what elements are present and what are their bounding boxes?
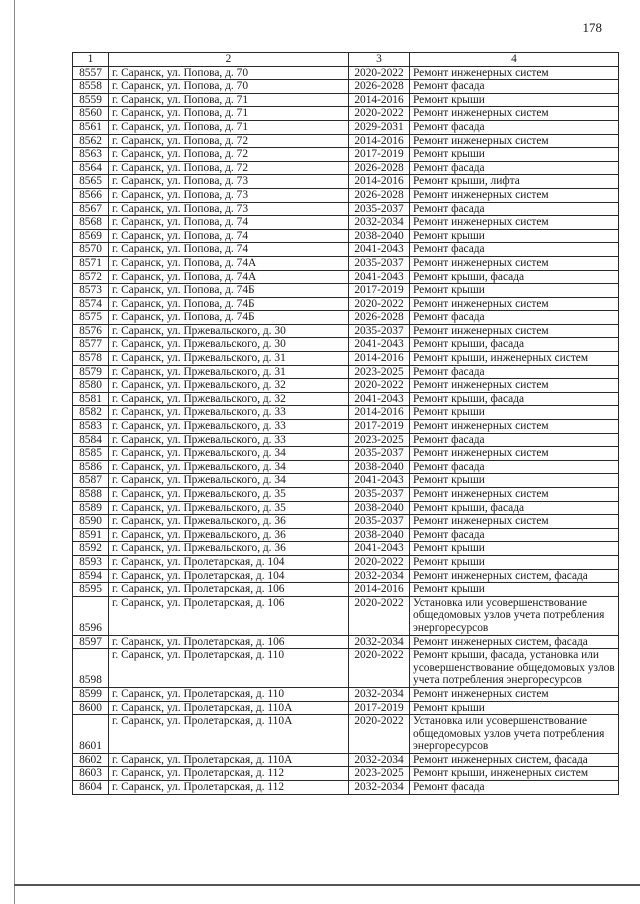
work-type-cell: Ремонт инженерных систем [410, 188, 619, 202]
table-row [73, 120, 619, 134]
period-cell: 2023-2025 [349, 767, 410, 781]
table-row [73, 515, 619, 529]
work-type-cell: Установка или усовершенствование общедомовых узлов учета потребления энергоресурсов [410, 596, 619, 635]
row-number-cell: 8565 [73, 175, 109, 189]
address-cell: г. Саранск, ул. Попова, д. 74А [109, 256, 349, 270]
row-number-cell: 8570 [73, 243, 109, 257]
table-row [73, 284, 619, 298]
table-row [73, 243, 619, 257]
work-type-cell: Ремонт фасада [410, 80, 619, 94]
address-cell: г. Саранск, ул. Пролетарская, д. 106 [109, 635, 349, 649]
table-row [73, 635, 619, 649]
column-header: 2 [109, 53, 349, 67]
row-number-cell: 8602 [73, 753, 109, 767]
row-number-cell: 8557 [73, 66, 109, 80]
table-row [73, 447, 619, 461]
table-row [73, 596, 619, 635]
page-number: 178 [582, 20, 602, 35]
row-number-cell: 8600 [73, 701, 109, 715]
row-number-cell: 8597 [73, 635, 109, 649]
work-type-cell: Ремонт крыши, лифта [410, 175, 619, 189]
address-cell: г. Саранск, ул. Пролетарская, д. 110 [109, 687, 349, 701]
table-row [73, 311, 619, 325]
address-cell: г. Саранск, ул. Попова, д. 73 [109, 175, 349, 189]
period-cell: 2017-2019 [349, 284, 410, 298]
address-cell: г. Саранск, ул. Попова, д. 74Б [109, 297, 349, 311]
address-cell: г. Саранск, ул. Пржевальского, д. 34 [109, 474, 349, 488]
work-type-cell: Ремонт крыши [410, 93, 619, 107]
address-cell: г. Саранск, ул. Попова, д. 74Б [109, 311, 349, 325]
address-cell: г. Саранск, ул. Пржевальского, д. 33 [109, 406, 349, 420]
table-row [73, 229, 619, 243]
row-number-cell: 8574 [73, 297, 109, 311]
table-row [73, 406, 619, 420]
address-cell: г. Саранск, ул. Попова, д. 71 [109, 93, 349, 107]
address-cell: г. Саранск, ул. Пржевальского, д. 34 [109, 447, 349, 461]
period-cell: 2020-2022 [349, 555, 410, 569]
address-cell: г. Саранск, ул. Пржевальского, д. 31 [109, 352, 349, 366]
work-type-cell: Ремонт фасада [410, 460, 619, 474]
period-cell: 2020-2022 [349, 379, 410, 393]
period-cell: 2026-2028 [349, 80, 410, 94]
row-number-cell: 8567 [73, 202, 109, 216]
table-row [73, 420, 619, 434]
table-row [73, 392, 619, 406]
period-cell: 2026-2028 [349, 161, 410, 175]
address-cell: г. Саранск, ул. Попова, д. 70 [109, 80, 349, 94]
work-type-cell: Ремонт крыши [410, 583, 619, 597]
row-number-cell: 8582 [73, 406, 109, 420]
row-number-cell: 8575 [73, 311, 109, 325]
row-number-cell: 8568 [73, 216, 109, 230]
address-cell: г. Саранск, ул. Пржевальского, д. 34 [109, 460, 349, 474]
work-type-cell: Ремонт крыши, фасада, установка или усовершенствование общедомовых узлов учета потребления энергоресурсов [410, 649, 619, 688]
table-row [73, 297, 619, 311]
work-type-cell: Ремонт инженерных систем [410, 216, 619, 230]
column-header: 1 [73, 53, 109, 67]
address-cell: г. Саранск, ул. Пролетарская, д. 110А [109, 701, 349, 715]
work-type-cell: Ремонт крыши, фасада [410, 392, 619, 406]
work-type-cell: Ремонт фасада [410, 161, 619, 175]
table-row [73, 216, 619, 230]
table-row [73, 93, 619, 107]
table-row [73, 80, 619, 94]
period-cell: 2020-2022 [349, 715, 410, 754]
column-header: 4 [410, 53, 619, 67]
row-number-cell: 8592 [73, 542, 109, 556]
table-row [73, 528, 619, 542]
table-row [73, 555, 619, 569]
work-type-cell: Ремонт крыши [410, 229, 619, 243]
row-number-cell: 8561 [73, 120, 109, 134]
work-type-cell: Ремонт инженерных систем [410, 297, 619, 311]
row-number-cell: 8577 [73, 338, 109, 352]
row-number-cell: 8580 [73, 379, 109, 393]
address-cell: г. Саранск, ул. Попова, д. 71 [109, 120, 349, 134]
table-row [73, 715, 619, 754]
period-cell: 2032-2034 [349, 635, 410, 649]
row-number-cell: 8564 [73, 161, 109, 175]
row-number-cell: 8578 [73, 352, 109, 366]
scan-bottom-edge [14, 884, 640, 886]
address-cell: г. Саранск, ул. Пржевальского, д. 36 [109, 542, 349, 556]
row-number-cell: 8563 [73, 148, 109, 162]
work-type-cell: Ремонт крыши, фасада [410, 270, 619, 284]
table-row [73, 488, 619, 502]
row-number-cell: 8572 [73, 270, 109, 284]
period-cell: 2041-2043 [349, 542, 410, 556]
period-cell: 2035-2037 [349, 256, 410, 270]
table-row [73, 701, 619, 715]
table-row [73, 501, 619, 515]
table-row [73, 365, 619, 379]
row-number-cell: 8573 [73, 284, 109, 298]
work-type-cell: Ремонт инженерных систем [410, 420, 619, 434]
period-cell: 2038-2040 [349, 229, 410, 243]
work-type-cell: Ремонт инженерных систем [410, 379, 619, 393]
address-cell: г. Саранск, ул. Пролетарская, д. 112 [109, 781, 349, 795]
work-type-cell: Ремонт крыши, инженерных систем [410, 352, 619, 366]
work-type-cell: Ремонт инженерных систем [410, 66, 619, 80]
table-row [73, 781, 619, 795]
period-cell: 2035-2037 [349, 515, 410, 529]
work-type-cell: Ремонт фасада [410, 433, 619, 447]
table-row [73, 148, 619, 162]
table-row [73, 338, 619, 352]
address-cell: г. Саранск, ул. Пролетарская, д. 104 [109, 569, 349, 583]
address-cell: г. Саранск, ул. Пролетарская, д. 110А [109, 715, 349, 754]
address-cell: г. Саранск, ул. Пржевальского, д. 32 [109, 379, 349, 393]
table-row [73, 474, 619, 488]
address-cell: г. Саранск, ул. Попова, д. 73 [109, 188, 349, 202]
row-number-cell: 8562 [73, 134, 109, 148]
period-cell: 2014-2016 [349, 93, 410, 107]
table-row [73, 569, 619, 583]
row-number-cell: 8601 [73, 715, 109, 754]
work-type-cell: Ремонт инженерных систем, фасада [410, 635, 619, 649]
period-cell: 2020-2022 [349, 596, 410, 635]
address-cell: г. Саранск, ул. Попова, д. 74 [109, 229, 349, 243]
address-cell: г. Саранск, ул. Пржевальского, д. 30 [109, 338, 349, 352]
period-cell: 2038-2040 [349, 528, 410, 542]
period-cell: 2032-2034 [349, 216, 410, 230]
period-cell: 2017-2019 [349, 148, 410, 162]
period-cell: 2026-2028 [349, 311, 410, 325]
row-number-cell: 8588 [73, 488, 109, 502]
table-row [73, 107, 619, 121]
row-number-cell: 8583 [73, 420, 109, 434]
work-type-cell: Ремонт инженерных систем, фасада [410, 569, 619, 583]
period-cell: 2020-2022 [349, 107, 410, 121]
table-row [73, 433, 619, 447]
work-type-cell: Ремонт крыши [410, 542, 619, 556]
row-number-cell: 8569 [73, 229, 109, 243]
period-cell: 2041-2043 [349, 243, 410, 257]
table-row [73, 202, 619, 216]
work-type-cell: Ремонт фасада [410, 202, 619, 216]
period-cell: 2038-2040 [349, 501, 410, 515]
scan-left-edge [14, 0, 15, 904]
table-row [73, 767, 619, 781]
row-number-cell: 8587 [73, 474, 109, 488]
work-type-cell: Ремонт крыши, фасада [410, 338, 619, 352]
address-cell: г. Саранск, ул. Пржевальского, д. 36 [109, 515, 349, 529]
row-number-cell: 8579 [73, 365, 109, 379]
address-cell: г. Саранск, ул. Попова, д. 74А [109, 270, 349, 284]
address-cell: г. Саранск, ул. Пролетарская, д. 104 [109, 555, 349, 569]
work-type-cell: Ремонт инженерных систем [410, 107, 619, 121]
address-cell: г. Саранск, ул. Пролетарская, д. 110А [109, 753, 349, 767]
row-number-cell: 8604 [73, 781, 109, 795]
address-cell: г. Саранск, ул. Пржевальского, д. 35 [109, 488, 349, 502]
row-number-cell: 8590 [73, 515, 109, 529]
table-row [73, 352, 619, 366]
work-type-cell: Ремонт крыши [410, 148, 619, 162]
address-cell: г. Саранск, ул. Пролетарская, д. 112 [109, 767, 349, 781]
period-cell: 2014-2016 [349, 352, 410, 366]
row-number-cell: 8581 [73, 392, 109, 406]
table-row [73, 460, 619, 474]
table-row [73, 161, 619, 175]
row-number-cell: 8566 [73, 188, 109, 202]
row-number-cell: 8585 [73, 447, 109, 461]
row-number-cell: 8596 [73, 596, 109, 635]
address-cell: г. Саранск, ул. Попова, д. 72 [109, 134, 349, 148]
period-cell: 2038-2040 [349, 460, 410, 474]
address-cell: г. Саранск, ул. Попова, д. 74Б [109, 284, 349, 298]
address-cell: г. Саранск, ул. Пролетарская, д. 110 [109, 649, 349, 688]
period-cell: 2041-2043 [349, 474, 410, 488]
table-row [73, 583, 619, 597]
column-header: 3 [349, 53, 410, 67]
table-row [73, 270, 619, 284]
period-cell: 2014-2016 [349, 406, 410, 420]
period-cell: 2026-2028 [349, 188, 410, 202]
address-cell: г. Саранск, ул. Пржевальского, д. 30 [109, 324, 349, 338]
address-cell: г. Саранск, ул. Пржевальского, д. 31 [109, 365, 349, 379]
row-number-cell: 8595 [73, 583, 109, 597]
work-type-cell: Ремонт крыши [410, 474, 619, 488]
work-type-cell: Ремонт инженерных систем [410, 687, 619, 701]
period-cell: 2032-2034 [349, 569, 410, 583]
table-row [73, 542, 619, 556]
period-cell: 2041-2043 [349, 270, 410, 284]
row-number-cell: 8591 [73, 528, 109, 542]
row-number-cell: 8598 [73, 649, 109, 688]
row-number-cell: 8599 [73, 687, 109, 701]
address-cell: г. Саранск, ул. Попова, д. 72 [109, 161, 349, 175]
period-cell: 2023-2025 [349, 365, 410, 379]
work-type-cell: Ремонт крыши, фасада [410, 501, 619, 515]
address-cell: г. Саранск, ул. Пролетарская, д. 106 [109, 583, 349, 597]
row-number-cell: 8586 [73, 460, 109, 474]
work-type-cell: Ремонт крыши, инженерных систем [410, 767, 619, 781]
address-cell: г. Саранск, ул. Пржевальского, д. 36 [109, 528, 349, 542]
repair-schedule-table [72, 52, 619, 795]
work-type-cell: Ремонт инженерных систем [410, 488, 619, 502]
period-cell: 2035-2037 [349, 202, 410, 216]
work-type-cell: Ремонт крыши [410, 406, 619, 420]
period-cell: 2041-2043 [349, 338, 410, 352]
row-number-cell: 8560 [73, 107, 109, 121]
table-row [73, 188, 619, 202]
period-cell: 2017-2019 [349, 701, 410, 715]
row-number-cell: 8593 [73, 555, 109, 569]
table-header-row [73, 53, 619, 67]
address-cell: г. Саранск, ул. Пржевальского, д. 33 [109, 420, 349, 434]
work-type-cell: Ремонт фасада [410, 243, 619, 257]
address-cell: г. Саранск, ул. Попова, д. 73 [109, 202, 349, 216]
period-cell: 2041-2043 [349, 392, 410, 406]
address-cell: г. Саранск, ул. Попова, д. 72 [109, 148, 349, 162]
address-cell: г. Саранск, ул. Пржевальского, д. 33 [109, 433, 349, 447]
work-type-cell: Ремонт инженерных систем [410, 324, 619, 338]
row-number-cell: 8589 [73, 501, 109, 515]
period-cell: 2032-2034 [349, 781, 410, 795]
period-cell: 2035-2037 [349, 488, 410, 502]
address-cell: г. Саранск, ул. Пржевальского, д. 32 [109, 392, 349, 406]
row-number-cell: 8594 [73, 569, 109, 583]
work-type-cell: Ремонт фасада [410, 781, 619, 795]
address-cell: г. Саранск, ул. Попова, д. 74 [109, 216, 349, 230]
period-cell: 2020-2022 [349, 649, 410, 688]
work-type-cell: Ремонт инженерных систем [410, 134, 619, 148]
work-type-cell: Ремонт крыши [410, 555, 619, 569]
address-cell: г. Саранск, ул. Попова, д. 74 [109, 243, 349, 257]
work-type-cell: Ремонт фасада [410, 528, 619, 542]
address-cell: г. Саранск, ул. Попова, д. 71 [109, 107, 349, 121]
period-cell: 2023-2025 [349, 433, 410, 447]
address-cell: г. Саранск, ул. Попова, д. 70 [109, 66, 349, 80]
work-type-cell: Ремонт инженерных систем [410, 447, 619, 461]
work-type-cell: Ремонт инженерных систем [410, 256, 619, 270]
period-cell: 2032-2034 [349, 753, 410, 767]
row-number-cell: 8559 [73, 93, 109, 107]
table-row [73, 649, 619, 688]
work-type-cell: Ремонт крыши [410, 284, 619, 298]
address-cell: г. Саранск, ул. Пролетарская, д. 106 [109, 596, 349, 635]
row-number-cell: 8603 [73, 767, 109, 781]
work-type-cell: Ремонт фасада [410, 311, 619, 325]
table-row [73, 687, 619, 701]
period-cell: 2020-2022 [349, 66, 410, 80]
address-cell: г. Саранск, ул. Пржевальского, д. 35 [109, 501, 349, 515]
table-row [73, 753, 619, 767]
period-cell: 2020-2022 [349, 297, 410, 311]
work-type-cell: Ремонт инженерных систем, фасада [410, 753, 619, 767]
period-cell: 2035-2037 [349, 447, 410, 461]
table-row [73, 379, 619, 393]
table-row [73, 175, 619, 189]
table-row [73, 66, 619, 80]
table-row [73, 256, 619, 270]
work-type-cell: Ремонт фасада [410, 120, 619, 134]
work-type-cell: Установка или усовершенствование общедомовых узлов учета потребления энергоресурсов [410, 715, 619, 754]
period-cell: 2035-2037 [349, 324, 410, 338]
work-type-cell: Ремонт инженерных систем [410, 515, 619, 529]
row-number-cell: 8558 [73, 80, 109, 94]
work-type-cell: Ремонт фасада [410, 365, 619, 379]
table-row [73, 324, 619, 338]
work-type-cell: Ремонт крыши [410, 701, 619, 715]
table-row [73, 134, 619, 148]
row-number-cell: 8576 [73, 324, 109, 338]
period-cell: 2014-2016 [349, 583, 410, 597]
period-cell: 2029-2031 [349, 120, 410, 134]
period-cell: 2032-2034 [349, 687, 410, 701]
period-cell: 2014-2016 [349, 134, 410, 148]
row-number-cell: 8571 [73, 256, 109, 270]
row-number-cell: 8584 [73, 433, 109, 447]
period-cell: 2017-2019 [349, 420, 410, 434]
period-cell: 2014-2016 [349, 175, 410, 189]
